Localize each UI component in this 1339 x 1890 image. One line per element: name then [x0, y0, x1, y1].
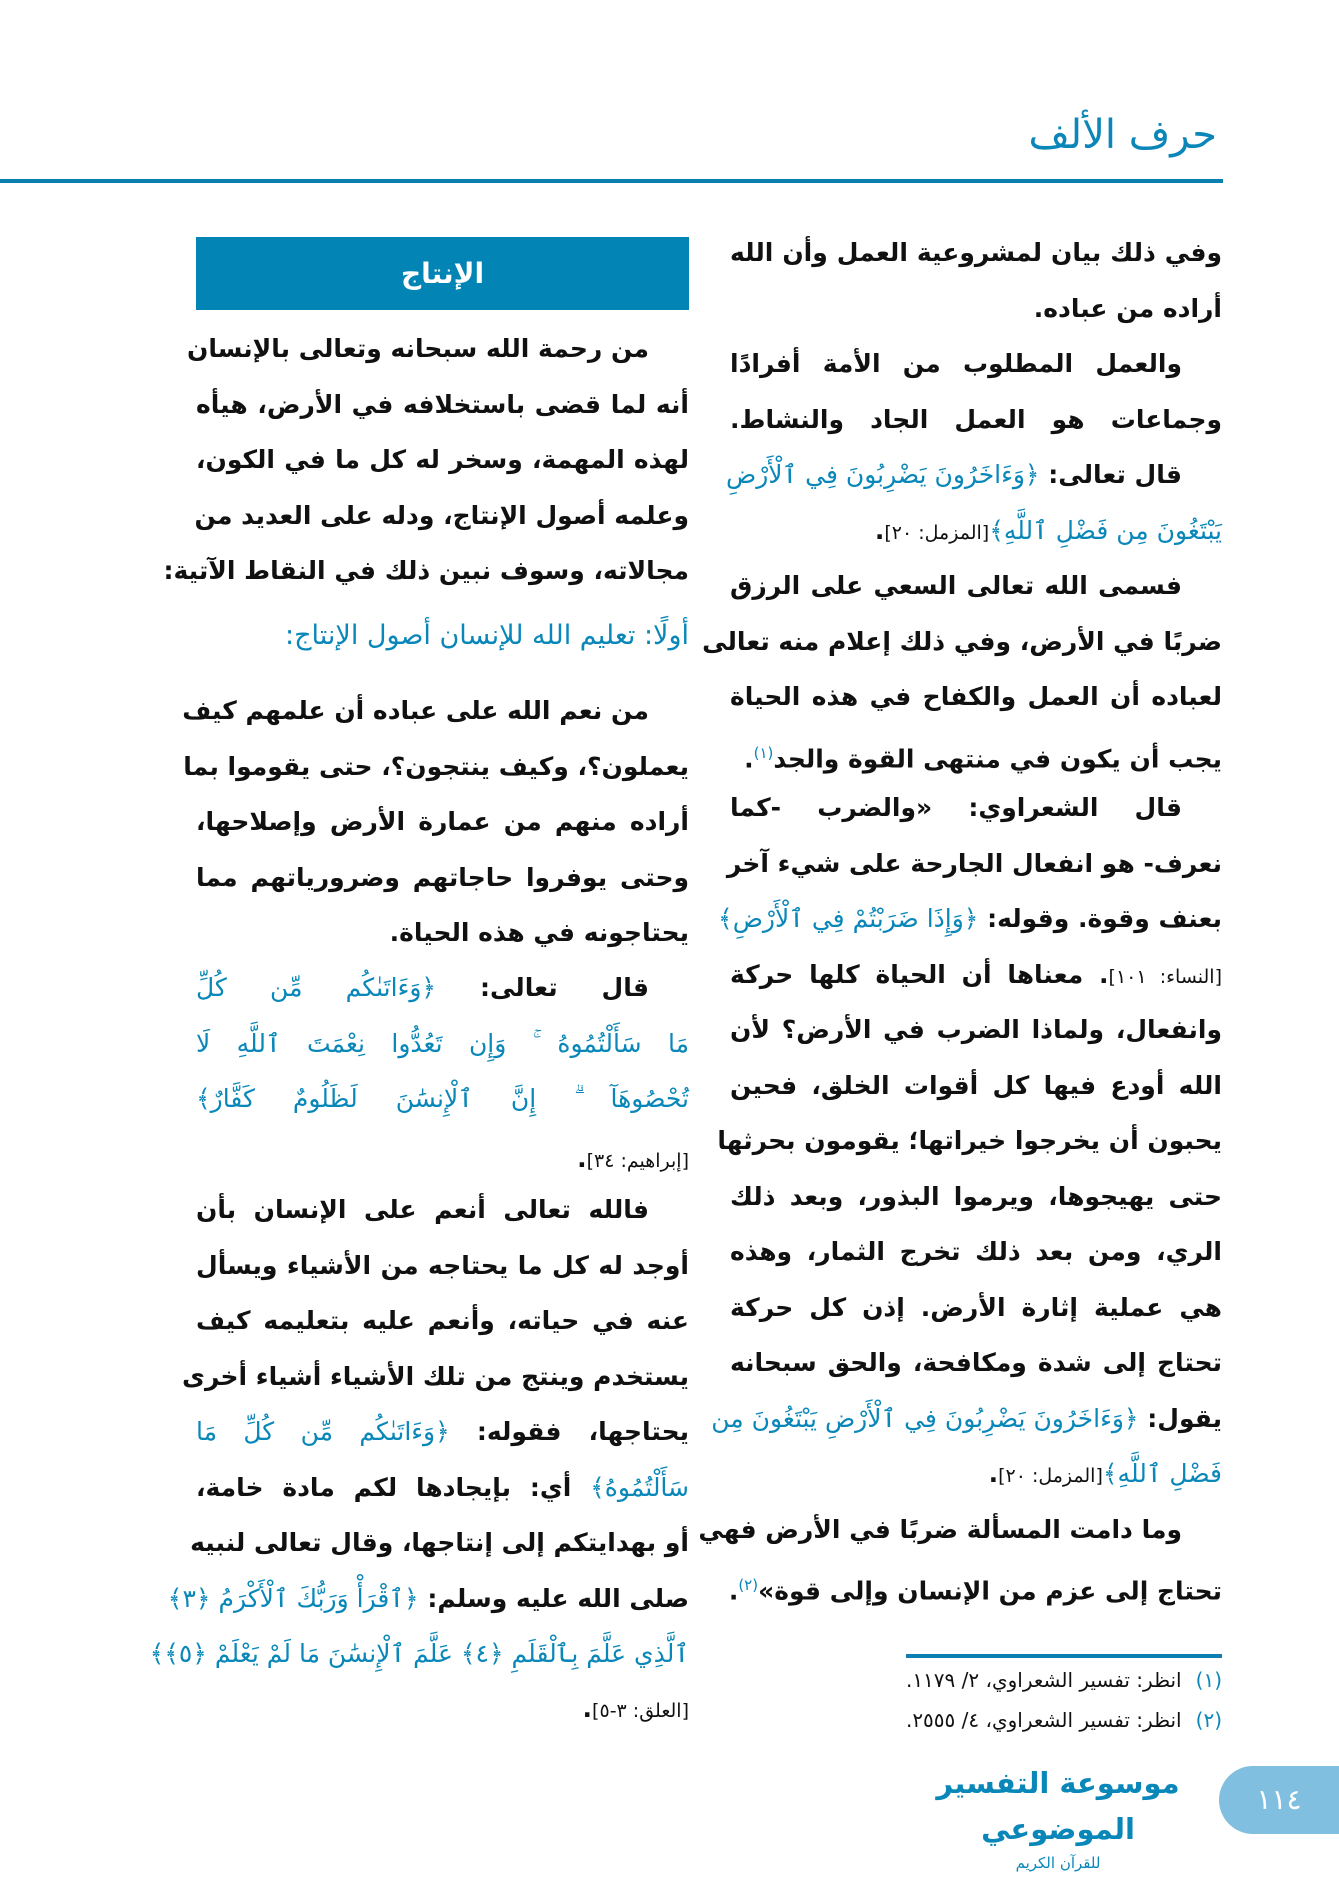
footnote [906, 1708, 1222, 1732]
body-text: من نعم الله على عباده أن علمهم كيف [182, 696, 649, 725]
text-line [196, 496, 689, 536]
body-text: مجالاته، وسوف نبين ذلك في النقاط الآتية: [163, 556, 689, 585]
body-text: عنه في حياته، وأنعم عليه بتعليمه كيف [196, 1306, 689, 1335]
body-text: الري، ومن بعد ذلك تخرج الثمار، وهذه [730, 1237, 1222, 1266]
text-line [196, 1190, 689, 1230]
body-text: . [744, 743, 754, 773]
text-line [730, 344, 1222, 384]
text-line [725, 455, 1222, 495]
body-text: يعملون؟، وكيف ينتجون؟، حتى يقوموا بما [183, 751, 689, 781]
body-text: وحتى يوفروا حاجاتهم وضرورياتهم مما [196, 862, 689, 892]
body-text: . [874, 515, 885, 545]
text-line [730, 1565, 1222, 1605]
quran-verse: مَا سَأَلْتُمُوهُ ۚ وَإِن تَعُدُّوا نِعْمَتَ ٱللَّهِ لَا [196, 1028, 689, 1058]
quran-verse: ﴿ٱقْرَأْ وَرَبُّكَ ٱلْأَكْرَمُ ﴿٣﴾ [167, 1583, 419, 1613]
body-text: وجماعات هو العمل الجاد والنشاط. [730, 404, 1222, 434]
body-text: لهذه المهمة، وسخر له كل ما في الكون، [196, 445, 689, 474]
section-heading: الإنتاج [196, 237, 689, 310]
body-text: يجب أن يكون في منتهى القوة والجد [773, 743, 1222, 773]
chapter-title: حرف الألف [1028, 112, 1217, 158]
text-line [730, 1232, 1222, 1272]
quran-verse: ﴿وَإِذَا ضَرَبْتُمْ فِي ٱلْأَرْضِ﴾ [718, 904, 979, 933]
footnote-number: (١) [1195, 1668, 1222, 1692]
body-text: تحتاج إلى عزم من الإنسان وإلى قوة» [758, 1576, 1222, 1606]
text-line [730, 233, 1222, 273]
header-divider [0, 179, 1223, 183]
text-line [196, 1246, 689, 1286]
text-line [730, 400, 1222, 440]
quran-verse: فَضْلِ ٱللَّهِ﴾ [1102, 1459, 1222, 1488]
footnote [906, 1668, 1222, 1692]
text-line [730, 1288, 1222, 1328]
quran-verse: يَبْتَغُونَ مِن فَضْلِ ٱللَّهِ﴾ [989, 515, 1222, 545]
logo-subtitle: للقرآن الكريم [1015, 1854, 1101, 1872]
text-line [711, 1399, 1222, 1439]
quran-verse: ﴿وَءَاتَىٰكُم مِّن كُلِّ مَا [196, 1417, 450, 1446]
body-text: . [577, 1144, 587, 1173]
body-text: أي: بإيجادها لكم مادة خامة، [196, 1472, 591, 1502]
body-text: قال الشعراوي: «والضرب -كما [730, 793, 1182, 822]
text-line [730, 677, 1222, 717]
body-text: أراده منهم من عمارة الأرض وإصلاحها، [196, 807, 689, 836]
text-line [730, 1010, 1222, 1050]
body-text: وما دامت المسألة ضربًا في الأرض فهي [698, 1514, 1182, 1544]
text-line [163, 551, 689, 591]
body-text: قال تعالى: [1039, 460, 1182, 489]
text-line [187, 329, 689, 369]
text-line [726, 844, 1222, 884]
text-line [730, 1177, 1222, 1217]
body-text: يحتاجونه في هذه الحياة. [389, 918, 689, 947]
text-line [196, 440, 689, 480]
body-text: تحتاج إلى شدة ومكافحة، والحق سبحانه [730, 1348, 1222, 1377]
text-line [196, 858, 689, 898]
body-text: والعمل المطلوب من الأمة أفرادًا [730, 349, 1182, 378]
verse-citation: [العلق: ٣-٥] [592, 1700, 689, 1722]
footnote-text: انظر: تفسير الشعراوي، ٢/ ١١٧٩. [905, 1668, 1182, 1692]
text-line [730, 1343, 1222, 1383]
text-line [730, 1066, 1222, 1106]
text-line [702, 622, 1222, 662]
body-text: وفي ذلك بيان لمشروعية العمل وأن الله [730, 238, 1222, 267]
quran-verse: تُحْصُوهَآ ۗ إِنَّ ٱلْإِنسَٰنَ لَظَلُومٌ كَفَّارٌ﴾ [196, 1084, 689, 1113]
body-text: . [582, 1694, 593, 1723]
body-text: فسمى الله تعالى السعي على الرزق [730, 571, 1182, 600]
quran-verse: ﴿وَءَاخَرُونَ يَضْرِبُونَ فِي ٱلْأَرْضِ يَبْتَغُونَ مِن [711, 1403, 1139, 1433]
text-line [167, 1579, 689, 1619]
text-line [149, 1634, 689, 1674]
text-line [718, 899, 1222, 939]
text-line [196, 1139, 689, 1179]
text-line [730, 566, 1222, 606]
body-text: ضربًا في الأرض، وفي ذلك إعلام منه تعالى [702, 626, 1222, 656]
text-line [196, 1079, 689, 1119]
text-line [182, 691, 689, 731]
text-line [730, 511, 1222, 551]
verse-citation: [النساء: ١٠١] [1108, 965, 1222, 988]
verse-citation: [إبراهيم: ٣٤] [586, 1150, 689, 1172]
footnote-number: (٢) [1195, 1708, 1222, 1732]
body-text: يستخدم وينتج من تلك الأشياء أشياء أخرى [182, 1361, 689, 1391]
page-number: ١١٤ [1219, 1766, 1339, 1834]
footnote-divider [906, 1654, 1222, 1658]
text-line [183, 747, 689, 787]
text-line [196, 1301, 689, 1341]
body-text: . [728, 1576, 739, 1606]
quran-verse: ٱلَّذِي عَلَّمَ بِٱلْقَلَمِ ﴿٤﴾ عَلَّمَ ٱلْإِنسَٰنَ مَا لَمْ يَعْلَمْ ﴿٥﴾﴾ [149, 1639, 689, 1668]
verse-citation: [المزمل: ٢٠] [998, 1465, 1103, 1487]
body-text: الله أودع فيها كل أقوات الخلق، فحين [730, 1070, 1222, 1100]
footnote-ref: (١) [753, 743, 774, 762]
footnote-ref: (٢) [738, 1576, 759, 1594]
text-line [196, 385, 689, 425]
body-text: حتى يهيجوها، ويرموا البذور، وبعد ذلك [730, 1181, 1222, 1211]
text-line [196, 913, 689, 953]
body-text: يحبون أن يخرجوا خيراتها؛ يقومون بحرثها [717, 1126, 1222, 1155]
logo-title: موسوعة التفسير الموضوعي [936, 1766, 1180, 1846]
body-text: وانفعال، ولماذا الضرب في الأرض؟ لأن [730, 1015, 1222, 1044]
subsection-heading: أولًا: تعليم الله للإنسان أصول الإنتاج: [285, 620, 689, 651]
text-line [190, 1523, 689, 1563]
body-text: . [988, 1459, 999, 1488]
text-line [730, 289, 1222, 329]
text-line [698, 1510, 1222, 1550]
text-line [196, 1468, 689, 1508]
text-line [730, 788, 1222, 828]
body-text: فالله تعالى أنعم على الإنسان بأن [196, 1195, 649, 1224]
body-text: أوجد له كل ما يحتاجه من الأشياء ويسأل [196, 1250, 689, 1280]
text-line [730, 1454, 1222, 1494]
text-line [196, 1024, 689, 1064]
text-line [196, 1412, 689, 1452]
text-line [730, 955, 1222, 995]
body-text: أراده من عباده. [1033, 293, 1222, 323]
body-text: أو بهدايتكم إلى إنتاجها، وقال تعالى لنبيه [190, 1528, 689, 1557]
body-text: هي عملية إثارة الأرض. إذن كل حركة [730, 1292, 1222, 1322]
quran-verse: ﴿وَءَاخَرُونَ يَضْرِبُونَ فِي ٱلْأَرْضِ [725, 460, 1040, 489]
quran-verse: ﴿وَءَاتَىٰكُم مِّن كُلِّ [196, 973, 437, 1002]
quran-verse: سَأَلْتُمُوهُ﴾ [590, 1472, 689, 1502]
body-text: من رحمة الله سبحانه وتعالى بالإنسان [187, 334, 649, 363]
body-text: بعنف وقوة. وقوله: [978, 904, 1222, 933]
footnote-text: انظر: تفسير الشعراوي، ٤/ ٢٥٥٥. [905, 1708, 1182, 1732]
text-line [196, 968, 689, 1008]
text-line [717, 1121, 1222, 1161]
text-line [196, 802, 689, 842]
text-line [730, 733, 1222, 773]
body-text: يقول: [1138, 1403, 1222, 1433]
body-text: نعرف- هو انفعال الجارحة على شيء آخر [726, 848, 1222, 878]
text-line [182, 1357, 689, 1397]
encyclopedia-logo [934, 1760, 1182, 1872]
verse-citation: [المزمل: ٢٠] [884, 521, 990, 544]
body-text: صلى الله عليه وسلم: [418, 1583, 689, 1613]
body-text: وعلمه أصول الإنتاج، ودله على العديد من [194, 500, 689, 530]
text-line [196, 616, 689, 656]
text-line [196, 1689, 689, 1729]
body-text: . معناها أن الحياة كلها حركة [730, 959, 1109, 989]
body-text: قال تعالى: [436, 973, 649, 1002]
body-text: لعباده أن العمل والكفاح في هذه الحياة [730, 682, 1222, 711]
body-text: يحتاجها، فقوله: [449, 1417, 689, 1446]
body-text: أنه لما قضى باستخلافه في الأرض، هيأه [196, 389, 689, 419]
